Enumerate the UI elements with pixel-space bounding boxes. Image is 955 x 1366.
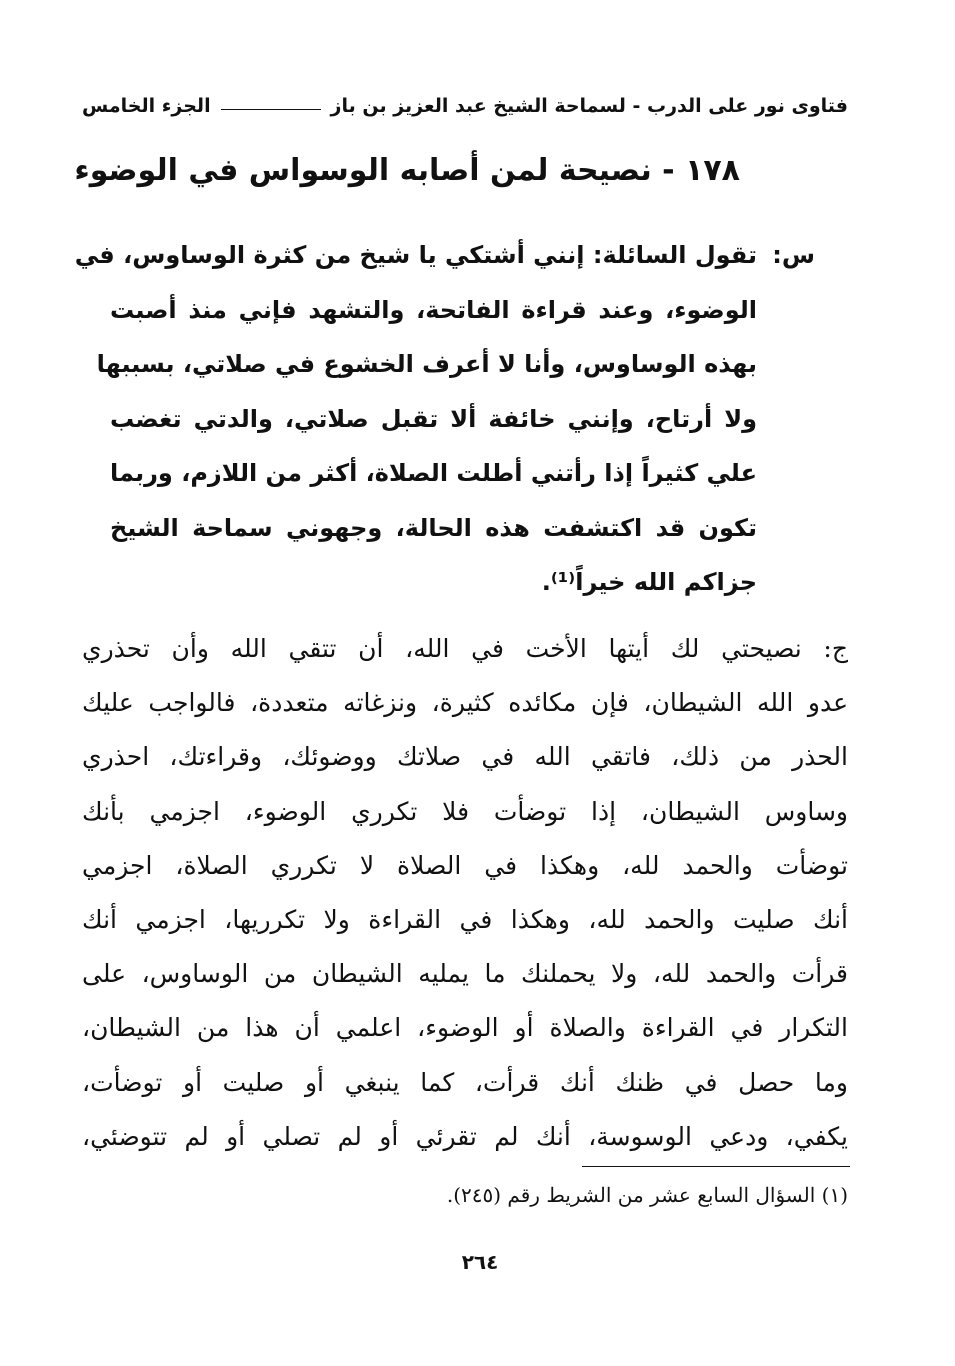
answer-line: عدو الله الشيطان، فإن مكائده كثيرة، ونزغاته متعددة، فالواجب عليك xyxy=(82,688,848,718)
page-number: ٢٦٤ xyxy=(461,1250,499,1274)
question-line: تكون قد اكتشفت هذه الحالة، وجهوني سماحة الشيخ xyxy=(110,513,757,542)
answer-line: الحذر من ذلك، فاتقي الله في صلاتك ووضوئك، وقراءتك، احذري xyxy=(82,742,848,772)
answer-line: توضأت والحمد لله، وهكذا في الصلاة لا تكرري الصلاة، اجزمي xyxy=(82,850,848,880)
question-line: تقول السائلة: إنني أشتكي يا شيخ من كثرة الوساوس، في xyxy=(74,241,757,269)
answer-line: قرأت والحمد لله، ولا يحملنك ما يمليه الشيطان من الوساوس، على xyxy=(82,959,848,989)
question-line: جزاكم الله خيراً⁽¹⁾. xyxy=(541,568,757,596)
footnote: (١) السؤال السابع عشر من الشريط رقم (٢٤٥). xyxy=(446,1183,848,1207)
question-line: بهذه الوساوس، وأنا لا أعرف الخشوع في صلاتي، بسببها xyxy=(96,350,757,378)
question-line: ولا أرتاح، وإنني خائفة ألا تقبل صلاتي، والدتي تغضب xyxy=(110,404,757,433)
answer-line: وما حصل في ظنك أنك قرأت، كما ينبغي أو صليت أو توضأت، xyxy=(82,1067,848,1097)
footnote-divider xyxy=(582,1166,850,1167)
answer-block xyxy=(82,622,848,1164)
question-block xyxy=(74,228,815,610)
chapter-title: ١٧٨ - نصيحة لمن أصابه الوسواس في الوضوء xyxy=(74,153,740,188)
question-line: الوضوء، وعند قراءة الفاتحة، والتشهد فإني منذ أصبت xyxy=(110,295,757,324)
question-marker: س: xyxy=(772,241,815,269)
running-header xyxy=(82,86,848,126)
header-volume: الجزء الخامس xyxy=(82,95,211,117)
question-line: علي كثيراً إذا رأتني أطلت الصلاة، أكثر من اللازم، وربما xyxy=(110,459,757,487)
answer-line: ج: نصيحتي لك أيتها الأخت في الله، أن تتقي الله وأن تحذري xyxy=(82,634,848,663)
answer-line: يكفي، ودعي الوسوسة، أنك لم تقرئي أو لم تصلي أو لم تتوضئي، xyxy=(82,1121,848,1151)
answer-line: التكرار في القراءة والصلاة أو الوضوء، اعلمي أن هذا من الشيطان، xyxy=(82,1013,848,1043)
answer-line: وساوس الشيطان، إذا توضأت فلا تكرري الوضوء، اجزمي بأنك xyxy=(82,796,848,826)
answer-line: أنك صليت والحمد لله، وهكذا في القراءة ولا تكرريها، اجزمي أنك xyxy=(82,905,848,935)
header-book-title: فتاوى نور على الدرب - لسماحة الشيخ عبد العزيز بن باز xyxy=(330,95,848,117)
header-divider xyxy=(221,109,321,110)
